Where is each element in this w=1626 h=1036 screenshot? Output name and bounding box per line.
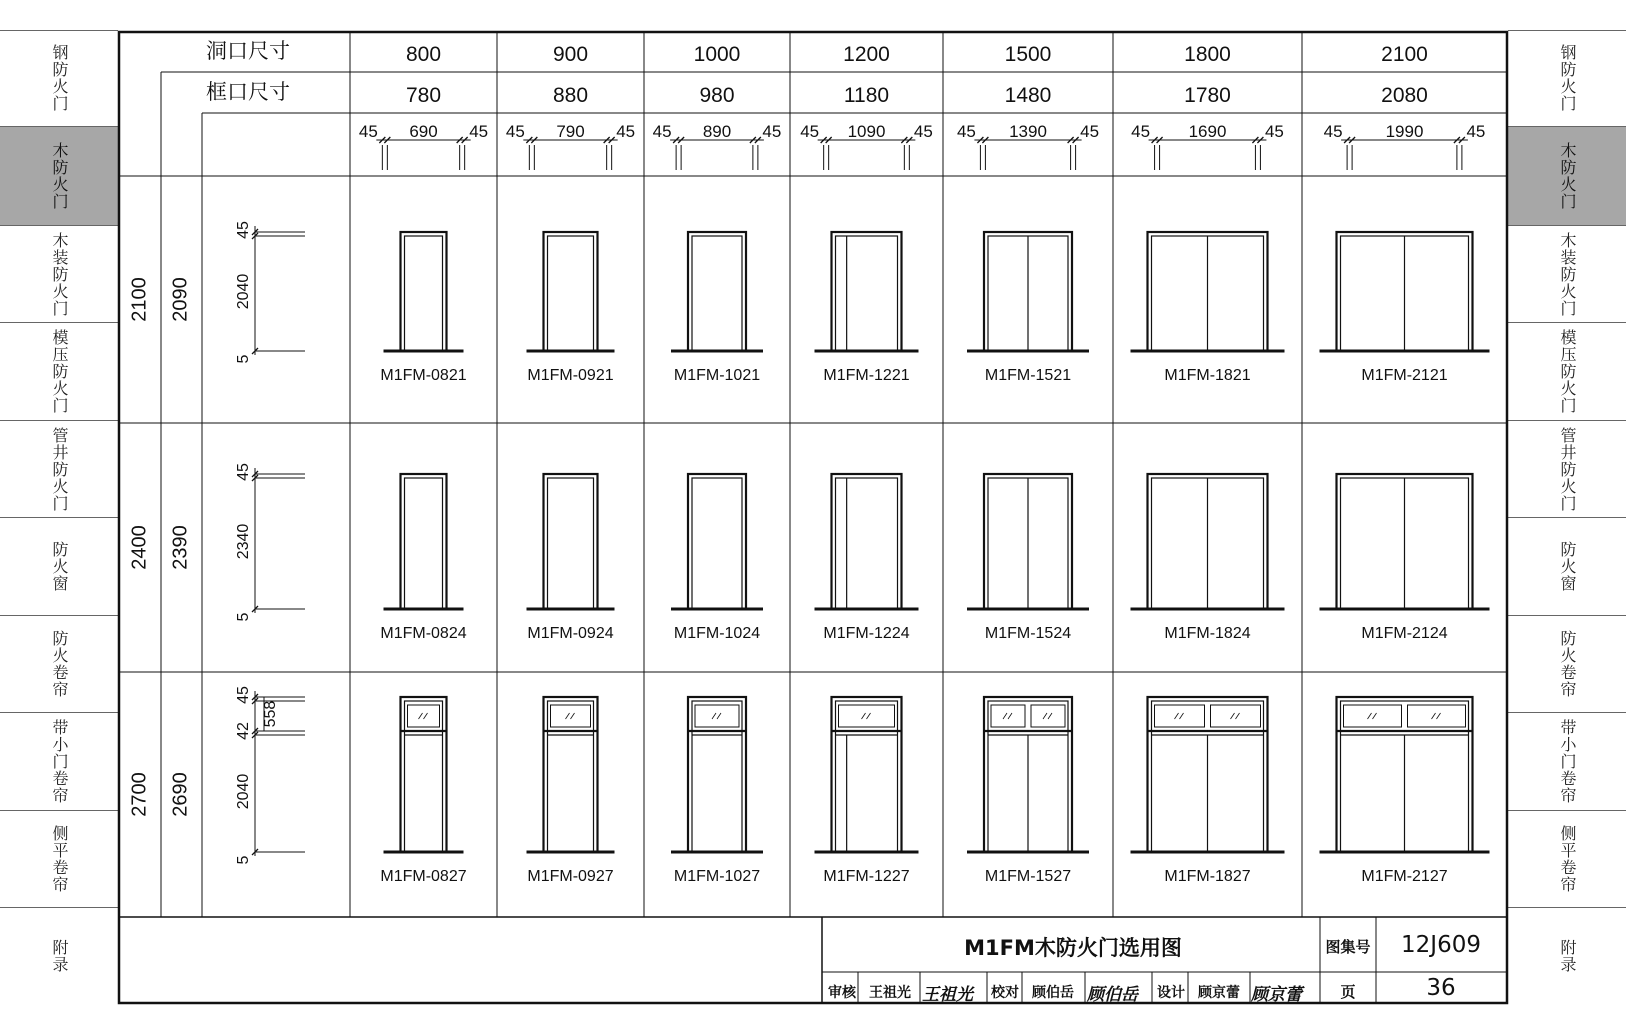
door-elevation — [380, 474, 466, 642]
door-code: M1FM-0921 — [527, 367, 614, 384]
jamb-dimension: 45 — [800, 122, 820, 141]
glass-hatch — [424, 713, 428, 719]
height-dimension — [235, 221, 305, 363]
jamb-dimension: 45 — [358, 122, 378, 141]
glass-hatch — [712, 713, 716, 719]
frame-width-value: 880 — [552, 84, 589, 107]
door-frame-inner — [692, 701, 742, 852]
height-dimension-label: 2340 — [235, 523, 253, 560]
side-tab-shutter-with-door[interactable]: 带小门卷帘 — [50, 719, 69, 804]
door-elevation — [815, 232, 919, 384]
door-code: M1FM-1221 — [823, 367, 910, 384]
transom-glass — [1408, 705, 1466, 727]
opening-width-value: 800 — [405, 43, 442, 66]
frame-height-value: 2090 — [169, 277, 192, 322]
glass-hatch — [566, 713, 570, 719]
height-dimension-label: 42 — [235, 722, 253, 740]
door-frame-inner — [836, 478, 898, 609]
glass-hatch — [1175, 713, 1179, 719]
side-tab-wood-clad-fire-door[interactable]: 木装防火门 — [1558, 231, 1577, 317]
atlas-number: 12J609 — [1401, 932, 1481, 958]
door-elevation — [671, 232, 763, 384]
door-frame-outer — [401, 474, 447, 609]
door-elevation — [527, 232, 615, 384]
transom-height-label: 558 — [262, 700, 280, 728]
opening-width-value: 900 — [552, 43, 589, 66]
door-elevation — [1320, 697, 1490, 885]
frame-width-value: 1180 — [843, 84, 890, 107]
door-code: M1FM-0824 — [380, 625, 467, 642]
door-elevation — [671, 697, 763, 885]
door-frame-outer — [688, 232, 746, 351]
door-elevation — [380, 232, 466, 384]
glass-hatch — [1043, 713, 1047, 719]
width-dimension — [1324, 122, 1486, 170]
transom-glass — [1031, 705, 1065, 727]
side-tab-fire-shutter[interactable]: 防火卷帘 — [1558, 630, 1577, 698]
glass-hatch — [1180, 713, 1184, 719]
width-dimension — [800, 122, 933, 170]
leaf-width-dimension: 1990 — [1385, 122, 1424, 141]
jamb-dimension: 45 — [505, 122, 525, 141]
door-code: M1FM-1521 — [984, 367, 1072, 384]
door-frame-inner — [548, 701, 594, 852]
door-elevation — [527, 474, 615, 642]
side-tab-wood-clad-fire-door[interactable]: 木装防火门 — [50, 231, 69, 317]
jamb-dimension: 45 — [1264, 122, 1284, 141]
glass-hatch — [1003, 713, 1007, 719]
width-dimension — [1131, 122, 1284, 170]
opening-size-label: 洞口尺寸 — [206, 40, 290, 63]
door-elevation — [967, 232, 1089, 384]
jamb-dimension: 45 — [956, 122, 976, 141]
door-elevation — [1320, 474, 1490, 642]
door-elevation — [967, 474, 1089, 642]
jamb-dimension: 45 — [652, 122, 672, 141]
side-tab-steel-fire-door[interactable]: 钢防火门 — [50, 44, 69, 112]
door-code: M1FM-1524 — [984, 625, 1072, 642]
designer-name: 顾京蕾 — [1198, 985, 1240, 1001]
glass-hatch — [1236, 713, 1240, 719]
opening-width-value: 1800 — [1184, 43, 1231, 66]
leaf-width-dimension: 690 — [409, 122, 438, 141]
door-code: M1FM-1827 — [1164, 868, 1251, 885]
side-tab-wood-fire-door[interactable]: 木防火门 — [1508, 127, 1626, 225]
glass-hatch — [571, 713, 575, 719]
jamb-dimension: 45 — [616, 122, 636, 141]
side-tab-steel-fire-door[interactable]: 钢防火门 — [1558, 44, 1577, 112]
side-tab-shutter-with-door[interactable]: 带小门卷帘 — [1558, 719, 1577, 804]
leaf-width-dimension: 790 — [556, 122, 585, 141]
review-label: 审核 — [828, 985, 856, 1001]
door-code: M1FM-1027 — [673, 868, 761, 885]
door-elevation — [815, 474, 919, 642]
door-frame-inner — [405, 701, 443, 852]
door-frame-inner — [548, 236, 594, 351]
door-frame-inner — [405, 478, 443, 609]
side-tab-wood-fire-door[interactable]: 木防火门 — [0, 127, 118, 225]
door-code: M1FM-1021 — [673, 367, 761, 384]
width-dimension — [359, 122, 488, 170]
designer-signature: 顾京蕾 — [1251, 985, 1302, 1005]
height-dimension-label: 45 — [235, 463, 253, 481]
door-frame-outer — [832, 232, 902, 351]
transom-glass — [695, 705, 739, 727]
opening-height-value: 2700 — [128, 772, 151, 817]
page-number: 36 — [1426, 975, 1456, 1001]
transom-glass — [1155, 705, 1205, 727]
atlas-number-label: 图集号 — [1325, 938, 1371, 956]
glass-hatch — [1008, 713, 1012, 719]
door-code: M1FM-0924 — [527, 625, 614, 642]
door-frame-inner — [692, 236, 742, 351]
design-label: 设计 — [1157, 985, 1185, 1001]
height-dimension-label: 5 — [235, 354, 253, 364]
door-frame-outer — [688, 697, 746, 852]
door-code: M1FM-0927 — [527, 868, 614, 885]
width-dimension — [506, 122, 635, 170]
door-frame-outer — [401, 232, 447, 351]
door-code: M1FM-1227 — [823, 868, 910, 885]
door-elevation — [1131, 474, 1285, 642]
reviewer-name: 王祖光 — [869, 985, 911, 1001]
side-tab-molded-fire-door[interactable]: 模压防火门 — [1558, 329, 1577, 414]
transom-glass — [551, 705, 591, 727]
door-code: M1FM-2121 — [1361, 367, 1448, 384]
door-frame-outer — [688, 474, 746, 609]
drawing-title: M1FM木防火门选用图 — [964, 936, 1182, 960]
jamb-dimension: 45 — [1131, 122, 1151, 141]
glass-hatch — [1437, 713, 1441, 719]
door-code: M1FM-1224 — [823, 625, 910, 642]
side-tab-appendix[interactable]: 附录 — [1558, 939, 1577, 973]
page-label: 页 — [1340, 983, 1356, 1001]
door-code: M1FM-1024 — [673, 625, 761, 642]
side-tab-fire-shutter[interactable]: 防火卷帘 — [50, 630, 69, 698]
side-tab-shaft-fire-door[interactable]: 管井防火门 — [1558, 426, 1577, 512]
opening-width-value: 1200 — [843, 43, 890, 66]
leaf-width-dimension: 1090 — [847, 122, 886, 141]
door-frame-inner — [405, 236, 443, 351]
transom-glass — [1344, 705, 1402, 727]
glass-hatch — [1048, 713, 1052, 719]
door-elevation — [671, 474, 763, 642]
side-tab-appendix[interactable]: 附录 — [50, 939, 69, 973]
door-code: M1FM-1821 — [1164, 367, 1251, 384]
opening-width-value: 1000 — [693, 43, 741, 66]
side-tab-molded-fire-door[interactable]: 模压防火门 — [50, 329, 69, 414]
door-elevation — [527, 697, 615, 885]
leaf-width-dimension: 890 — [702, 122, 732, 141]
glass-hatch — [1373, 713, 1377, 719]
leaf-width-dimension: 1390 — [1009, 122, 1047, 141]
height-dimension-label: 2040 — [235, 273, 253, 310]
door-code: M1FM-2124 — [1361, 625, 1448, 642]
glass-hatch — [867, 713, 871, 719]
door-frame-outer — [544, 232, 598, 351]
jamb-dimension: 45 — [913, 122, 933, 141]
door-code: M1FM-2127 — [1361, 868, 1448, 885]
height-dimension — [235, 463, 305, 621]
check-label: 校对 — [991, 985, 1019, 1001]
door-elevation — [1131, 232, 1285, 384]
door-frame-inner — [692, 478, 742, 609]
door-code: M1FM-0821 — [380, 367, 467, 384]
frame-width-value: 980 — [699, 84, 735, 107]
frame-width-value: 780 — [405, 84, 442, 107]
transom-glass — [991, 705, 1025, 727]
height-dimension-label: 45 — [235, 221, 253, 239]
door-code: M1FM-1527 — [984, 868, 1072, 885]
transom-glass — [408, 705, 440, 727]
frame-width-value: 2080 — [1381, 84, 1428, 107]
frame-size-label: 框口尺寸 — [206, 81, 290, 104]
glass-hatch — [1231, 713, 1235, 719]
door-frame-outer — [544, 474, 598, 609]
reviewer-signature: 王祖光 — [922, 985, 973, 1005]
jamb-dimension: 45 — [1323, 122, 1343, 141]
opening-width-value: 1500 — [1004, 43, 1052, 66]
transom-glass — [1211, 705, 1261, 727]
jamb-dimension: 45 — [1466, 122, 1486, 141]
frame-width-value: 1480 — [1004, 84, 1052, 107]
side-tab-fire-window[interactable]: 防火窗 — [1558, 541, 1577, 592]
height-dimension-label: 45 — [235, 686, 253, 704]
width-dimension — [957, 122, 1099, 170]
door-elevation — [1131, 697, 1285, 885]
glass-hatch — [419, 713, 423, 719]
outer-frame — [119, 32, 1507, 1003]
opening-height-value: 2100 — [128, 277, 151, 322]
door-frame-outer — [544, 697, 598, 852]
frame-width-value: 1780 — [1184, 84, 1231, 107]
door-frame-inner — [836, 236, 898, 351]
jamb-dimension: 45 — [1080, 122, 1100, 141]
leaf-width-dimension: 1690 — [1188, 122, 1227, 141]
side-tab-fire-window[interactable]: 防火窗 — [50, 541, 69, 592]
height-dimension — [235, 686, 305, 864]
glass-hatch — [862, 713, 866, 719]
transom-glass — [839, 705, 895, 727]
side-tab-side-shutter[interactable]: 侧平卷帘 — [50, 825, 69, 893]
glass-hatch — [1368, 713, 1372, 719]
opening-height-value: 2400 — [128, 525, 151, 570]
door-code: M1FM-1824 — [1164, 625, 1251, 642]
door-frame-outer — [832, 697, 902, 852]
height-dimension-label: 2040 — [235, 773, 253, 810]
door-elevation — [380, 697, 466, 885]
door-elevation — [815, 697, 919, 885]
door-frame-inner — [548, 478, 594, 609]
frame-height-value: 2390 — [169, 525, 192, 570]
door-elevation — [967, 697, 1089, 885]
glass-hatch — [1432, 713, 1436, 719]
side-tab-shaft-fire-door[interactable]: 管井防火门 — [50, 426, 69, 512]
door-frame-outer — [832, 474, 902, 609]
jamb-dimension: 45 — [762, 122, 782, 141]
frame-height-value: 2690 — [169, 772, 192, 817]
checker-signature: 顾伯岳 — [1087, 985, 1138, 1005]
side-tab-side-shutter[interactable]: 侧平卷帘 — [1558, 825, 1577, 893]
glass-hatch — [717, 713, 721, 719]
door-elevation — [1320, 232, 1490, 384]
height-dimension-label: 5 — [235, 855, 253, 865]
height-dimension-label: 5 — [235, 612, 253, 622]
door-code: M1FM-0827 — [380, 868, 467, 885]
opening-width-value: 2100 — [1381, 43, 1428, 66]
width-dimension — [653, 122, 782, 170]
door-frame-inner — [836, 701, 898, 852]
checker-name: 顾伯岳 — [1032, 985, 1074, 1001]
jamb-dimension: 45 — [469, 122, 489, 141]
